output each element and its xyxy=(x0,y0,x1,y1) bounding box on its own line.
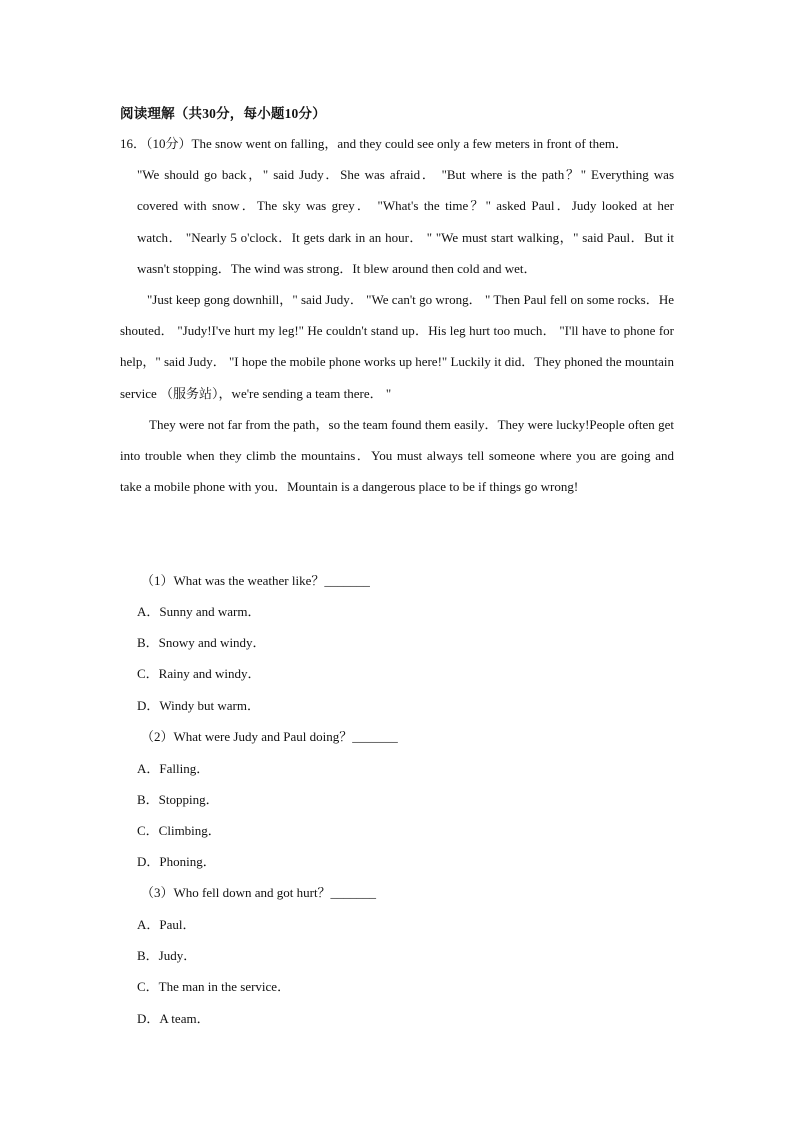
question-3-option-c[interactable]: C．The man in the service． xyxy=(137,979,291,994)
passage-paragraph-3: They were not far from the path，so the team found them easily．They were lucky!People often get into trouble when they climb the mountains．You must always tell someone where you are going and take a mobile phone with you．Mountain is a dangerous place to be if things go wrong! xyxy=(120,417,674,495)
question-3-option-d[interactable]: D．A team． xyxy=(137,1011,210,1026)
question-2-option-b[interactable]: B．Stopping． xyxy=(137,792,219,807)
passage-paragraph-2: "Just keep gong downhill，" said Judy． "We can't go wrong． " Then Paul fell on some rocks．He shouted． "Judy!I've hurt my leg!" He couldn't stand up．His leg hurt too much． "I'll have to phone for help，" said Judy． "I hope the mobile phone works up here!" Luckily it did．They phoned the mountain service （服务站），we're sending a team there． " xyxy=(120,292,674,401)
question-2-option-c[interactable]: C．Climbing． xyxy=(137,823,221,838)
question-3-option-b[interactable]: B．Judy． xyxy=(137,948,197,963)
passage-paragraph-1-continued: "We should go back，" said Judy．She was afraid． "But where is the path？" Everything was covered with snow．The sky was grey． "What's the time？" asked Paul．Judy looked at her watch． "Nearly 5 o'clock．It gets dark in an hour． " "We must start walking，" said Paul．But it wasn't stopping．The wind was strong．It blew around then cold and wet． xyxy=(137,167,674,276)
question-3: （3）Who fell down and got hurt？_______ xyxy=(141,885,377,900)
question-1-option-b[interactable]: B．Snowy and windy． xyxy=(137,635,266,650)
question-2: （2）What were Judy and Paul doing？_______ xyxy=(141,729,398,744)
question-1: （1）What was the weather like？_______ xyxy=(141,573,370,588)
question-2-option-a[interactable]: A．Falling． xyxy=(137,761,210,776)
question-1-option-d[interactable]: D．Windy but warm． xyxy=(137,698,260,713)
passage-paragraph-1 xyxy=(120,128,674,284)
question-1-option-a[interactable]: A．Sunny and warm． xyxy=(137,604,261,619)
question-2-option-d[interactable]: D．Phoning． xyxy=(137,854,216,869)
question-number: 16．（10分） xyxy=(120,136,192,151)
question-3-option-a[interactable]: A．Paul． xyxy=(137,917,196,932)
question-1-option-c[interactable]: C．Rainy and windy． xyxy=(137,666,261,681)
passage-first-sentence: The snow went on falling，and they could see only a few meters in front of them． xyxy=(191,136,628,151)
section-title: 阅读理解（共30分，每小题10分） xyxy=(120,106,326,121)
